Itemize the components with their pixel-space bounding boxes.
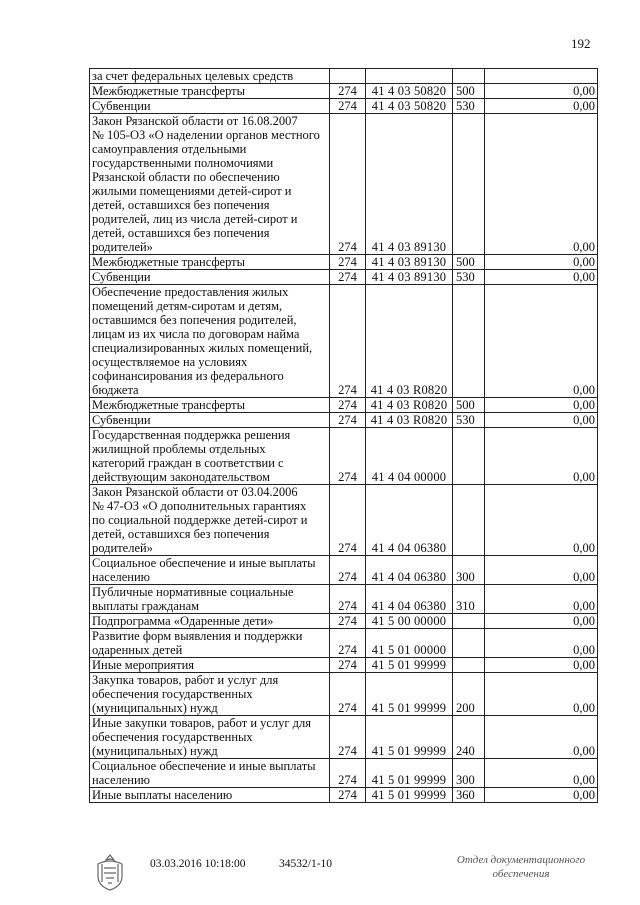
row-target-article-cell: 41 4 04 00000 <box>366 428 453 485</box>
row-admin-code-cell: 274 <box>330 629 366 658</box>
row-admin-code-cell: 274 <box>330 485 366 556</box>
row-expense-type-cell <box>453 285 485 398</box>
row-expense-type-cell: 500 <box>453 255 485 270</box>
table-row <box>90 398 598 413</box>
row-admin-code-cell: 274 <box>330 585 366 614</box>
row-amount-cell: 0,00 <box>485 673 598 716</box>
row-target-article-cell: 41 4 03 50820 <box>366 84 453 99</box>
row-amount-cell: 0,00 <box>485 99 598 114</box>
row-name-cell: за счет федеральных целевых средств <box>90 69 330 84</box>
row-expense-type-cell: 500 <box>453 398 485 413</box>
row-name-cell: Социальное обеспечение и иные выплаты населению <box>90 759 330 788</box>
row-amount-cell: 0,00 <box>485 270 598 285</box>
row-target-article-cell: 41 4 04 06380 <box>366 585 453 614</box>
row-admin-code-cell: 274 <box>330 614 366 629</box>
row-expense-type-cell <box>453 658 485 673</box>
row-name-cell: Субвенции <box>90 270 330 285</box>
row-expense-type-cell: 500 <box>453 84 485 99</box>
row-target-article-cell <box>366 69 453 84</box>
footer-datetime: 03.03.2016 10:18:00 <box>150 858 246 870</box>
row-expense-type-cell: 530 <box>453 99 485 114</box>
coat-of-arms-icon <box>92 852 128 892</box>
row-expense-type-cell <box>453 114 485 255</box>
row-name-cell: Государственная поддержка решения жилищной проблемы отдельных категорий граждан в соответствии с действующим законодательством <box>90 428 330 485</box>
table-row <box>90 716 598 759</box>
row-target-article-cell: 41 4 03 R0820 <box>366 398 453 413</box>
table-row <box>90 556 598 585</box>
table-row <box>90 413 598 428</box>
footer-doc-number: 34532/1-10 <box>279 858 333 870</box>
table-row <box>90 629 598 658</box>
row-amount-cell: 0,00 <box>485 485 598 556</box>
row-admin-code-cell: 274 <box>330 99 366 114</box>
row-amount-cell: 0,00 <box>485 255 598 270</box>
row-amount-cell: 0,00 <box>485 398 598 413</box>
row-target-article-cell: 41 4 03 50820 <box>366 99 453 114</box>
row-name-cell: Субвенции <box>90 413 330 428</box>
row-name-cell: Субвенции <box>90 99 330 114</box>
table-row <box>90 614 598 629</box>
row-target-article-cell: 41 4 03 R0820 <box>366 285 453 398</box>
row-admin-code-cell: 274 <box>330 658 366 673</box>
row-amount-cell: 0,00 <box>485 629 598 658</box>
row-amount-cell: 0,00 <box>485 658 598 673</box>
row-expense-type-cell <box>453 629 485 658</box>
row-target-article-cell: 41 4 03 89130 <box>366 255 453 270</box>
row-admin-code-cell: 274 <box>330 673 366 716</box>
row-amount-cell: 0,00 <box>485 759 598 788</box>
row-name-cell: Развитие форм выявления и поддержки одаренных детей <box>90 629 330 658</box>
row-expense-type-cell: 200 <box>453 673 485 716</box>
row-expense-type-cell: 530 <box>453 270 485 285</box>
table-row <box>90 84 598 99</box>
row-expense-type-cell: 300 <box>453 759 485 788</box>
row-admin-code-cell: 274 <box>330 270 366 285</box>
row-target-article-cell: 41 5 01 99999 <box>366 788 453 803</box>
table-row <box>90 285 598 398</box>
row-name-cell: Межбюджетные трансферты <box>90 398 330 413</box>
row-expense-type-cell: 300 <box>453 556 485 585</box>
row-amount-cell: 0,00 <box>485 114 598 255</box>
row-amount-cell <box>485 69 598 84</box>
row-target-article-cell: 41 4 03 89130 <box>366 114 453 255</box>
table-row <box>90 658 598 673</box>
row-admin-code-cell: 274 <box>330 255 366 270</box>
row-admin-code-cell <box>330 69 366 84</box>
row-admin-code-cell: 274 <box>330 556 366 585</box>
row-expense-type-cell: 530 <box>453 413 485 428</box>
row-expense-type-cell: 310 <box>453 585 485 614</box>
row-target-article-cell: 41 5 01 99999 <box>366 673 453 716</box>
row-name-cell: Иные выплаты населению <box>90 788 330 803</box>
row-name-cell: Социальное обеспечение и иные выплаты населению <box>90 556 330 585</box>
row-name-cell: Обеспечение предоставления жилых помещений детям-сиротам и детям, оставшимся без попечения родителей, лицам из их числа по договорам найма специализированных жилых помещений, осуществляемое на условиях софинансирования из федерального бюджета <box>90 285 330 398</box>
row-name-cell: Закупка товаров, работ и услуг для обеспечения государственных (муниципальных) нужд <box>90 673 330 716</box>
row-amount-cell: 0,00 <box>485 428 598 485</box>
table-row <box>90 759 598 788</box>
table-row <box>90 788 598 803</box>
row-target-article-cell: 41 4 03 89130 <box>366 270 453 285</box>
budget-table-body <box>90 69 598 803</box>
budget-table <box>89 68 598 803</box>
row-target-article-cell: 41 5 01 99999 <box>366 716 453 759</box>
row-target-article-cell: 41 5 01 99999 <box>366 759 453 788</box>
table-row <box>90 270 598 285</box>
row-target-article-cell: 41 5 00 00000 <box>366 614 453 629</box>
table-row <box>90 485 598 556</box>
row-expense-type-cell <box>453 69 485 84</box>
row-amount-cell: 0,00 <box>485 285 598 398</box>
row-admin-code-cell: 274 <box>330 716 366 759</box>
row-admin-code-cell: 274 <box>330 84 366 99</box>
row-admin-code-cell: 274 <box>330 413 366 428</box>
row-expense-type-cell <box>453 614 485 629</box>
row-name-cell: Межбюджетные трансферты <box>90 84 330 99</box>
row-name-cell: Подпрограмма «Одаренные дети» <box>90 614 330 629</box>
row-admin-code-cell: 274 <box>330 114 366 255</box>
row-expense-type-cell <box>453 428 485 485</box>
row-admin-code-cell: 274 <box>330 398 366 413</box>
row-amount-cell: 0,00 <box>485 556 598 585</box>
row-admin-code-cell: 274 <box>330 788 366 803</box>
row-amount-cell: 0,00 <box>485 788 598 803</box>
table-row <box>90 585 598 614</box>
row-expense-type-cell: 240 <box>453 716 485 759</box>
row-name-cell: Иные закупки товаров, работ и услуг для обеспечения государственных (муниципальных) нужд <box>90 716 330 759</box>
row-target-article-cell: 41 4 04 06380 <box>366 556 453 585</box>
table-row <box>90 428 598 485</box>
table-row <box>90 673 598 716</box>
row-name-cell: Публичные нормативные социальные выплаты гражданам <box>90 585 330 614</box>
row-expense-type-cell <box>453 485 485 556</box>
row-name-cell: Межбюджетные трансферты <box>90 255 330 270</box>
row-amount-cell: 0,00 <box>485 84 598 99</box>
row-amount-cell: 0,00 <box>485 614 598 629</box>
page-number: 192 <box>571 36 591 51</box>
row-name-cell: Закон Рязанской области от 16.08.2007 № 105-ОЗ «О наделении органов местного самоуправления отдельными государственными полномочиями Рязанской области по обеспечению жилыми помещениями детей-сирот и детей, оставшихся без попечения родителей, лиц из числа детей-сирот и детей, оставшихся без попечения родителей» <box>90 114 330 255</box>
table-row <box>90 99 598 114</box>
row-amount-cell: 0,00 <box>485 413 598 428</box>
table-row <box>90 255 598 270</box>
row-target-article-cell: 41 5 01 00000 <box>366 629 453 658</box>
row-target-article-cell: 41 4 03 R0820 <box>366 413 453 428</box>
row-amount-cell: 0,00 <box>485 716 598 759</box>
row-admin-code-cell: 274 <box>330 285 366 398</box>
row-admin-code-cell: 274 <box>330 759 366 788</box>
row-target-article-cell: 41 5 01 99999 <box>366 658 453 673</box>
row-expense-type-cell: 360 <box>453 788 485 803</box>
row-name-cell: Иные мероприятия <box>90 658 330 673</box>
table-row <box>90 69 598 84</box>
row-admin-code-cell: 274 <box>330 428 366 485</box>
row-target-article-cell: 41 4 04 06380 <box>366 485 453 556</box>
row-name-cell: Закон Рязанской области от 03.04.2006 № 47-ОЗ «О дополнительных гарантиях по социальной поддержке детей-сирот и детей, оставшихся без попечения родителей» <box>90 485 330 556</box>
row-amount-cell: 0,00 <box>485 585 598 614</box>
department-stamp: Отдел документационного обеспечения <box>456 854 586 880</box>
table-row <box>90 114 598 255</box>
